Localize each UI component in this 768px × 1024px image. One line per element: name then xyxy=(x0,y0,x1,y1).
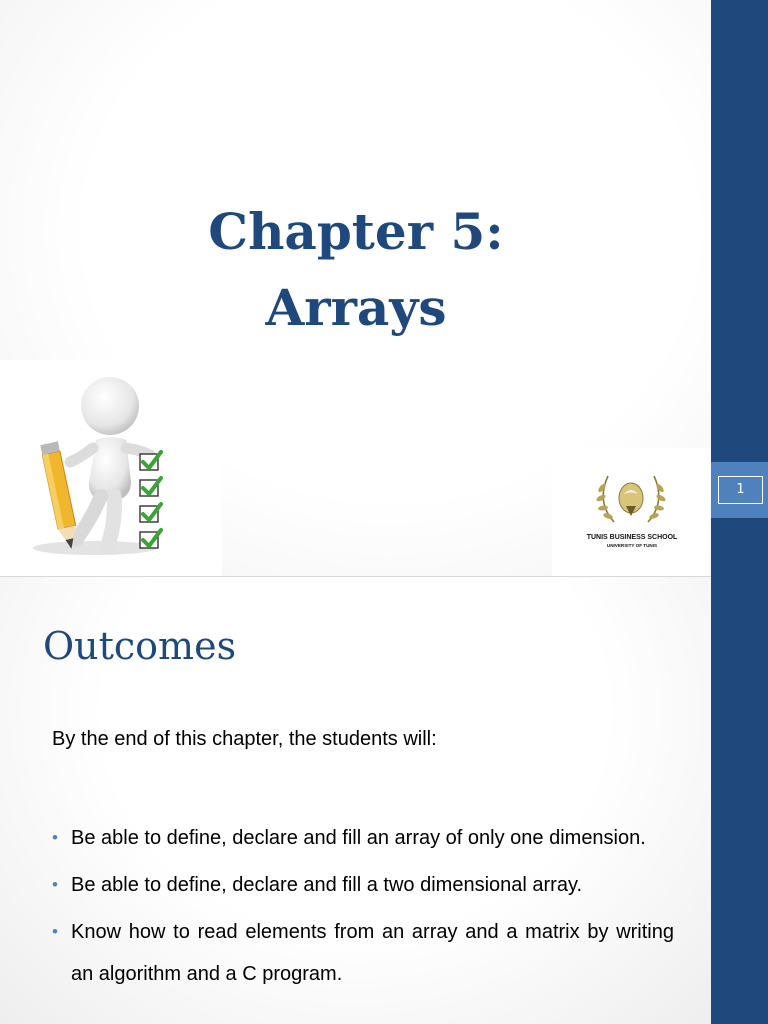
slide-number-box xyxy=(711,462,768,518)
bullet-icon: • xyxy=(52,922,58,941)
bullet-icon: • xyxy=(52,828,58,847)
outcomes-list xyxy=(52,817,674,1000)
school-logo xyxy=(552,448,710,576)
slide-title xyxy=(140,194,572,346)
outcomes-title: Outcomes xyxy=(43,624,237,668)
slide-number: 1 xyxy=(718,476,763,504)
intro-text: By the end of this chapter, the students will: xyxy=(52,728,437,750)
outcomes-slide xyxy=(0,577,711,1024)
pencil-figure-icon xyxy=(0,360,222,576)
logo-university-name: UNIVERSITY OF TUNIS xyxy=(606,543,658,548)
list-item xyxy=(52,817,674,859)
title-line-1: Chapter 5: xyxy=(208,202,504,261)
title-line-2: Arrays xyxy=(265,278,447,337)
list-item xyxy=(52,864,674,906)
bullet-text: Know how to read elements from an array and a matrix by writing an algorithm and a C program. xyxy=(71,921,674,985)
figure-illustration xyxy=(0,360,222,576)
list-item xyxy=(52,911,674,995)
laurel-eagle-icon xyxy=(552,448,710,534)
bullet-icon: • xyxy=(52,875,58,894)
bullet-text: Be able to define, declare and fill an array of only one dimension. xyxy=(71,827,646,849)
bullet-text: Be able to define, declare and fill a two dimensional array. xyxy=(71,874,583,896)
logo-school-name: TUNIS BUSINESS SCHOOL xyxy=(586,534,678,541)
